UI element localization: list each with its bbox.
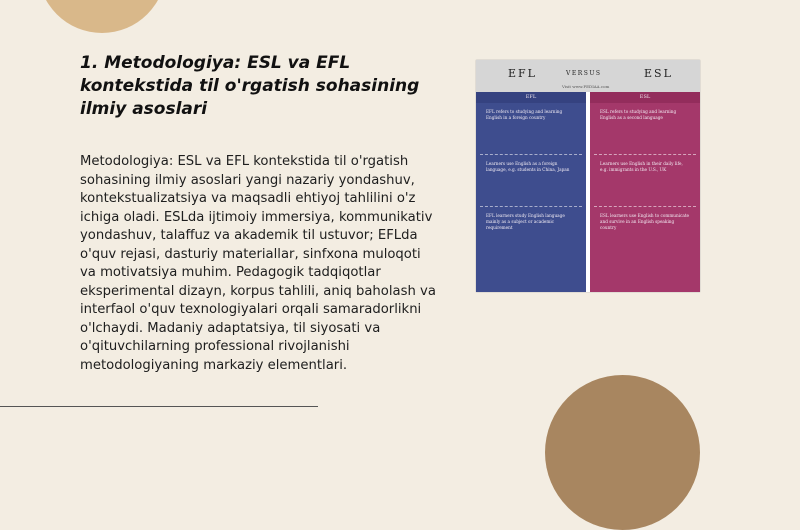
efl-cell: EFL learners study English language mainly as a subject or academic requirement — [486, 213, 565, 230]
infographic-source: Visit www.PEDIAA.com — [562, 84, 610, 89]
esl-cell: Learners use English in their daily life, e.g. immigrants in the U.S., UK — [594, 155, 696, 207]
infographic-title-left: EFL — [508, 67, 537, 80]
infographic-title-right: ESL — [644, 67, 673, 80]
esl-column — [590, 92, 700, 292]
infographic-header — [476, 60, 700, 92]
decorative-divider-line — [0, 406, 318, 407]
decorative-circle-top — [38, 0, 166, 33]
decorative-circle-bottom — [545, 375, 700, 530]
slide-body-text: Metodologiya: ESL va EFL kontekstida til o'rgatish sohasining ilmiy asoslari yangi nazariy yondashuv, kontekstualizatsiya va maqsadli ehtiyoj tahlilini o'z ichiga oladi. ESLda ijtimoiy immersiya, kommunikativ yondashuv, talaffuz va akademik til ustuvor; EFLda o'quv rejasi, dasturiy materiallar, sinfxona muloqoti va motivatsiya muhim. Pedagogik tadqiqotlar eksperimental dizayn, korpus tahlili, aniq baholash va interfaol o'quv texnologiyalari orqali samaradorlikni o'lchaydi. Madaniy adaptatsiya, til siyosati va o'qituvchilarning professional rivojlanishi metodologiyaning markaziy elementlari. — [80, 154, 436, 373]
efl-vs-esl-infographic — [476, 60, 700, 292]
efl-cell: Learners use English as a foreign language, e.g. students in China, Japan — [480, 155, 582, 207]
infographic-title-middle: VERSUS — [566, 70, 602, 77]
efl-cell: EFL refers to studying and learning English in a foreign country — [480, 103, 582, 155]
esl-cell: ESL learners use English to communicate and survive in an English speaking country — [600, 213, 690, 230]
slide-title: 1. Metodologiya: ESL va EFL kontekstida til o'rgatish sohasining ilmiy asoslari — [80, 53, 420, 119]
esl-cell: ESL refers to studying and learning English as a second language — [594, 103, 696, 155]
efl-column — [476, 92, 586, 292]
esl-column-heading: ESL — [590, 92, 700, 103]
efl-column-heading: EFL — [476, 92, 586, 103]
